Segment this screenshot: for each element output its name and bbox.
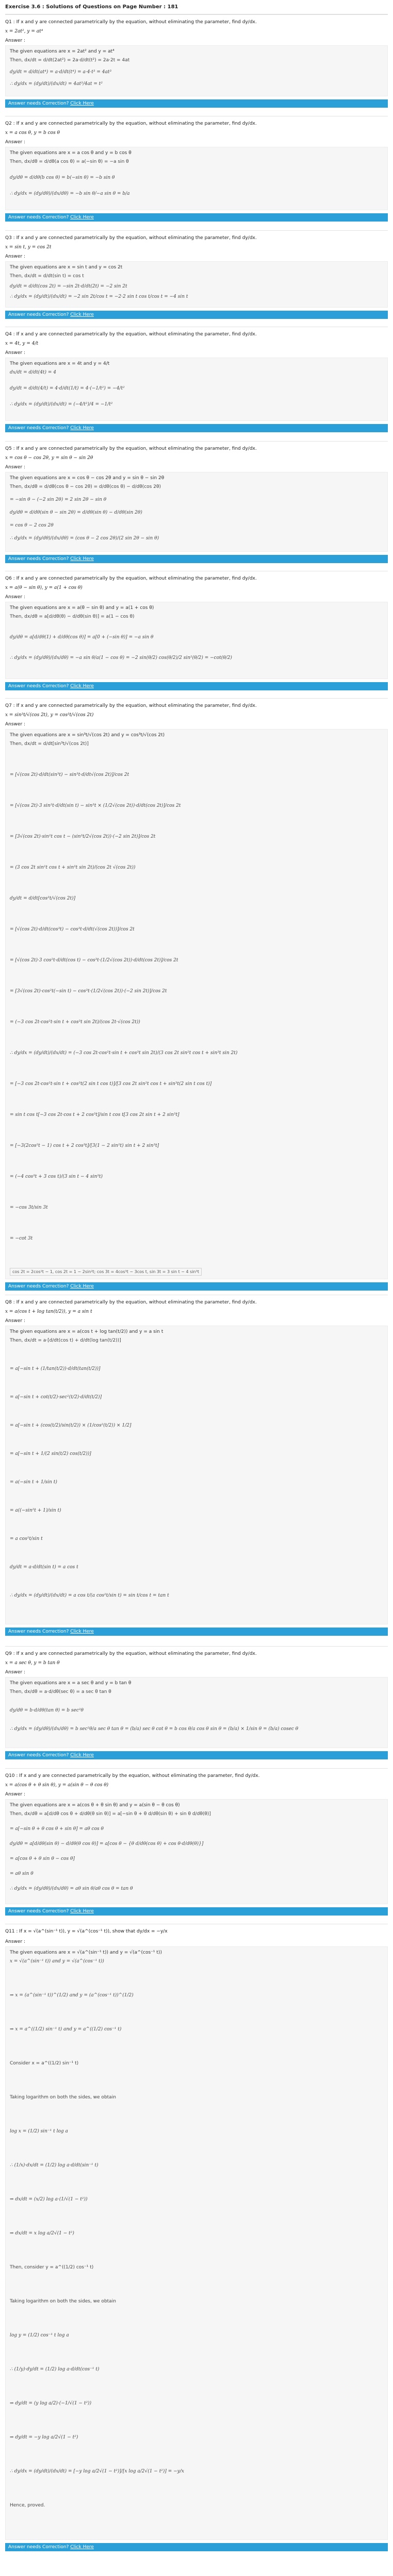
solution-step: ∴ dy/dx = (dy/dθ)/(dx/dθ) = aθ sin θ/aθ cos θ = tan θ (10, 1886, 133, 1891)
solution-step: Then, dx/dθ = a[d/dθ(θ) − d/dθ(sin θ)] = a(1 − cos θ) (10, 614, 135, 619)
answer-box (5, 1677, 388, 1748)
solution-step: ∴ dy/dx = (dy/dt)/(dx/dt) = −2 sin 2t/cos t = −2·2 sin t cos t/cos t = −4 sin t (10, 294, 188, 299)
solution-step: Taking logarithm on both the sides, we obtain (10, 2095, 116, 2100)
solution-step: = a[−sin θ + θ cos θ + sin θ] = aθ cos θ (10, 1826, 104, 1832)
question-block (5, 1295, 388, 1642)
solution-step: = −cot 3t (10, 1236, 33, 1241)
solution-step: dy/dθ = d/dθ(b cos θ) = b(−sin θ) = −b sin θ (10, 175, 115, 180)
question-block (5, 14, 388, 112)
correction-bar (5, 424, 388, 432)
solution-step: = a((−sin²t + 1)/sin t) (10, 1508, 61, 1513)
solution-step: ∴ (1/y)·dy/dt = (1/2) log a·d/dt(cos⁻¹ t) (10, 2367, 100, 2372)
solution-step: Then, dx/dθ = d/dθ(a cos θ) = a(−sin θ) = −a sin θ (10, 159, 129, 164)
correction-bar (5, 311, 388, 319)
solution-step: ⇒ x = (a^(sin⁻¹ t))^(1/2) and y = (a^(cos⁻¹ t))^(1/2) (10, 1993, 134, 1998)
question-equation: x = sin³t/√(cos 2t), y = cos³t/√(cos 2t) (5, 713, 94, 718)
solution-step: = a cos²t/sin t (10, 1536, 43, 1541)
solution-step: dy/dθ = b·d/dθ(tan θ) = b sec²θ (10, 1708, 84, 1713)
answer-label: Answer : (5, 595, 26, 600)
question-equation: x = 4t, y = 4/t (5, 341, 39, 346)
solution-step: Then, dx/dθ = d/dθ(cos θ − cos 2θ) = d/dθ(cos θ) − d/dθ(cos 2θ) (10, 484, 161, 489)
solution-step: = [3√(cos 2t)·cos²t(−sin t) − cos³t·(1/2√(cos 2t))·(−2 sin 2t)]/cos 2t (10, 989, 167, 994)
click-here-link[interactable]: Click Here (70, 1909, 94, 1914)
question-text: Q5 : If x and y are connected parametrically by the equation, without eliminating the parameter, find dy/dx. (5, 446, 257, 451)
solution-step: ∴ dy/dx = (dy/dθ)/(dx/dθ) = −a sin θ/a(1 − cos θ) = −2 sin(θ/2) cos(θ/2)/2 sin²(θ/2) = −cot(θ/2) (10, 655, 232, 660)
question-block (5, 116, 388, 226)
solution-page (5, 0, 388, 2567)
solution-step: = [3√(cos 2t)·sin²t cos t − (sin³t/2√(cos 2t))·(−2 sin 2t)]/cos 2t (10, 834, 156, 839)
question-equation: x = a(cos t + log tan(t/2)), y = a sin t (5, 1309, 92, 1314)
question-text: Q10 : If x and y are connected parametrically by the equation, without eliminating the parameter, find dy/dx. (5, 1773, 260, 1778)
solution-step: Then, dx/dθ = a·d/dθ(sec θ) = a sec θ tan θ (10, 1689, 111, 1694)
solution-step: dy/dt = d/dt(cos 2t) = −sin 2t·d/dt(2t) = −2 sin 2t (10, 284, 127, 289)
answer-intro: The given equations are x = 2at² and y = at⁴ (10, 49, 114, 54)
solution-step: Then, dx/dt = d/dt(sin t) = cos t (10, 274, 84, 279)
question-block (5, 1768, 388, 1920)
answer-label: Answer : (5, 1939, 26, 1944)
answer-box (5, 1799, 388, 1904)
answer-label: Answer : (5, 1318, 26, 1324)
solution-step: = −sin θ − (−2 sin 2θ) = 2 sin 2θ − sin θ (10, 497, 107, 502)
question-equation: x = 2at², y = at⁴ (5, 29, 43, 34)
click-here-link[interactable]: Click Here (70, 312, 94, 317)
solution-step: dy/dt = d/dt(4/t) = 4·d/dt(1/t) = 4·(−1/t²) = −4/t² (10, 386, 125, 391)
correction-bar (5, 2543, 388, 2551)
answer-intro: The given equations are x = a sec θ and y = b tan θ (10, 1681, 132, 1686)
question-block (5, 1924, 388, 2567)
correction-text: Answer needs Correction? (8, 684, 69, 689)
answer-box (5, 602, 388, 679)
question-text: Q3 : If x and y are connected parametrically by the equation, without eliminating the parameter, find dy/dx. (5, 235, 257, 241)
question-text: Q7 : If x and y are connected parametrically by the equation, without eliminating the parameter, find dy/dx. (5, 703, 257, 708)
solution-step: ⇒ x = a^((1/2) sin⁻¹ t) and y = a^((1/2) cos⁻¹ t) (10, 2027, 122, 2032)
page-title: Exercise 3.6 : Solutions of Questions on Page Number : 181 (5, 0, 388, 14)
solution-step: Then, dx/dθ = a[d/dθ cos θ + d/dθ(θ sin θ)] = a[−sin θ + θ d/dθ(sin θ) + sin θ d/dθ(θ)] (10, 1811, 211, 1817)
click-here-link[interactable]: Click Here (70, 1284, 94, 1289)
answer-box (5, 1946, 388, 2540)
question-block (5, 698, 388, 1291)
solution-step: = a[−sin t + cot(t/2)·sec²(t/2)·d/dt(t/2)] (10, 1395, 102, 1400)
answer-intro: The given equations are x = √(a^(sin⁻¹ t)) and y = √(a^(cos⁻¹ t)) (10, 1950, 162, 1955)
answer-label: Answer : (5, 722, 26, 727)
answer-label: Answer : (5, 254, 26, 259)
correction-bar (5, 1907, 388, 1916)
answer-label: Answer : (5, 1670, 26, 1675)
solution-step: Taking logarithm on both the sides, we obtain (10, 2299, 116, 2304)
question-text: Q11 : If x = √(a^(sin⁻¹ t)), y = √(a^(cos⁻¹ t)), show that dy/dx = −y/x (5, 1929, 168, 1934)
solution-step: ∴ dy/dx = (dy/dt)/(dx/dt) = [−y log a/2√(1 − t²)]/[x log a/2√(1 − t²)] = −y/x (10, 2469, 184, 2474)
solution-step: ∴ dy/dx = (dy/dt)/(dx/dt) = 4at³/4at = t² (10, 81, 103, 87)
answer-intro: The given equations are x = a(cos t + log tan(t/2)) and y = a sin t (10, 1329, 163, 1334)
question-equation: x = a(θ − sin θ), y = a(1 + cos θ) (5, 585, 83, 590)
solution-step: = (−3 cos 2t·cos²t·sin t + cos³t sin 2t)/(cos 2t·√(cos 2t)) (10, 1020, 140, 1025)
solution-step: Hence, proved. (10, 2503, 45, 2508)
solution-step: ⇒ dy/dt = −y log a/2√(1 − t²) (10, 2435, 78, 2440)
question-list (5, 14, 388, 2567)
solution-step: = [√(cos 2t)·3 cos²t·d/dt(cos t) − cos³t·(1/2√(cos 2t))·d/dt(cos 2t)]/cos 2t (10, 958, 178, 963)
correction-text: Answer needs Correction? (8, 312, 69, 317)
solution-step: ∴ (1/x)·dx/dt = (1/2) log a·d/dt(sin⁻¹ t) (10, 2163, 99, 2168)
correction-bar (5, 1628, 388, 1636)
solution-step: dy/dθ = a[d/dθ(1) + d/dθ(cos θ)] = a[0 + (−sin θ)] = −a sin θ (10, 635, 154, 640)
question-text: Q8 : If x and y are connected parametrically by the equation, without eliminating the parameter, find dy/dx. (5, 1300, 257, 1305)
answer-label: Answer : (5, 38, 26, 43)
correction-text: Answer needs Correction? (8, 1909, 69, 1914)
solution-step: = [−3(2cos²t − 1) cos t + 2 cos³t]/[3(1 − 2 sin²t) sin t + 2 sin³t] (10, 1143, 159, 1148)
correction-bar (5, 99, 388, 108)
correction-text: Answer needs Correction? (8, 2545, 69, 2550)
solution-step: dy/dt = d/dt[cos³t/√(cos 2t)] (10, 896, 76, 901)
question-equation: x = a sec θ, y = b tan θ (5, 1660, 60, 1666)
solution-step: = [−3 cos 2t·cos²t·sin t + cos³t(2 sin t cos t)]/[3 cos 2t sin²t cos t + sin³t(2 sin t cos t)] (10, 1081, 212, 1087)
click-here-link[interactable]: Click Here (70, 684, 94, 689)
question-text: Q9 : If x and y are connected parametrically by the equation, without eliminating the parameter, find dy/dx. (5, 1651, 257, 1656)
correction-text: Answer needs Correction? (8, 101, 69, 106)
solution-step: dy/dθ = a[d/dθ(sin θ) − d/dθ(θ cos θ)] = a[cos θ − {θ d/dθ(cos θ) + cos θ·d/dθ(θ)}] (10, 1841, 204, 1846)
question-block (5, 571, 388, 694)
click-here-link[interactable]: Click Here (70, 101, 94, 106)
answer-box (5, 472, 388, 552)
correction-text: Answer needs Correction? (8, 1753, 69, 1758)
solution-step: Then, consider y = a^((1/2) cos⁻¹ t) (10, 2265, 94, 2270)
correction-text: Answer needs Correction? (8, 215, 69, 220)
answer-box (5, 729, 388, 1279)
correction-bar (5, 682, 388, 690)
solution-step: ∴ dy/dx = (dy/dθ)/(dx/dθ) = b sec²θ/a sec θ tan θ = (b/a) sec θ cot θ = b cos θ/a cos θ sin θ = (b/a) × 1/sin θ = (b/a) cosec θ (10, 1726, 299, 1732)
question-equation: x = sin t, y = cos 2t (5, 245, 52, 250)
solution-step: = sin t cos t[−3 cos 2t·cos t + 2 cos³t]/sin t cos t[3 cos 2t sin t + 2 sin³t] (10, 1112, 179, 1117)
solution-step: = (3 cos 2t sin²t cos t + sin³t sin 2t)/(cos 2t √(cos 2t)) (10, 865, 136, 870)
click-here-link[interactable]: Click Here (70, 1629, 94, 1634)
solution-step: ∴ dy/dx = (dy/dθ)/(dx/dθ) = −b sin θ/−a sin θ = b/a (10, 191, 130, 196)
answer-intro: The given equations are x = sin³t/√(cos 2t) and y = cos³t/√(cos 2t) (10, 733, 165, 738)
answer-label: Answer : (5, 1792, 26, 1797)
solution-step: ∴ dy/dx = (dy/dt)/(dx/dt) = (−3 cos 2t·cos²t·sin t + cos³t sin 2t)/(3 cos 2t sin²t cos t + sin³t sin 2t) (10, 1050, 238, 1056)
answer-label: Answer : (5, 465, 26, 470)
correction-text: Answer needs Correction? (8, 426, 69, 431)
solution-step: Consider x = a^((1/2) sin⁻¹ t) (10, 2061, 79, 2066)
solution-step: = a(−sin t + 1/sin t) (10, 1480, 57, 1485)
question-text: Q2 : If x and y are connected parametrically by the equation, without eliminating the parameter, find dy/dx. (5, 121, 257, 126)
answer-box (5, 261, 388, 308)
solution-step: Then, dx/dt = d/dt[sin³t/√(cos 2t)] (10, 741, 89, 747)
solution-step: ∴ dy/dx = (dy/dt)/(dx/dt) = (−4/t²)/4 = −1/t² (10, 402, 113, 407)
click-here-link[interactable]: Click Here (70, 1753, 94, 1758)
solution-step: = −cos 3t/sin 3t (10, 1205, 48, 1210)
solution-step: = cos θ − 2 cos 2θ (10, 523, 54, 528)
click-here-link[interactable]: Click Here (70, 215, 94, 220)
answer-label: Answer : (5, 140, 26, 145)
solution-step: = a[−sin t + (1/tan(t/2))·d/dt(tan(t/2))] (10, 1366, 101, 1371)
question-text: Q1 : If x and y are connected parametrically by the equation, without eliminating the parameter, find dy/dx. (5, 20, 257, 25)
solution-step: = (−4 cos³t + 3 cos t)/(3 sin t − 4 sin³t) (10, 1174, 103, 1179)
answer-box (5, 1326, 388, 1624)
solution-step: log y = (1/2) cos⁻¹ t log a (10, 2333, 69, 2338)
question-equation: x = a cos θ, y = b cos θ (5, 130, 60, 135)
solution-step: dy/dt = a·d/dt(sin t) = a cos t (10, 1565, 78, 1570)
question-block (5, 230, 388, 323)
question-text: Q4 : If x and y are connected parametrically by the equation, without eliminating the parameter, find dy/dx. (5, 332, 257, 337)
answer-intro: The given equations are x = 4t and y = 4/t (10, 361, 110, 366)
solution-step: ∴ dy/dx = (dy/dt)/(dx/dt) = a cos t/(a cos²t/sin t) = sin t/cos t = tan t (10, 1593, 169, 1598)
solution-step: Then, dx/dt = a·[d/dt(cos t) + d/dt(log tan(t/2))] (10, 1338, 121, 1343)
question-text: Q6 : If x and y are connected parametrically by the equation, without eliminating the parameter, find dy/dx. (5, 576, 257, 581)
solution-step: dy/dt = d/dt(at⁴) = a·d/dt(t⁴) = a·4·t³ = 4at³ (10, 70, 112, 75)
solution-step: x = √(a^(sin⁻¹ t)) and y = √(a^(cos⁻¹ t)) (10, 1959, 104, 1964)
answer-intro: The given equations are x = a(θ − sin θ) and y = a(1 + cos θ) (10, 605, 154, 611)
answer-intro: The given equations are x = a(cos θ + θ sin θ) and y = a(sin θ − θ cos θ) (10, 1803, 180, 1808)
solution-step: = [√(cos 2t)·d/dt(sin³t) − sin³t·d/dt√(cos 2t)]/cos 2t (10, 772, 129, 777)
answer-intro: The given equations are x = cos θ − cos 2θ and y = sin θ − sin 2θ (10, 476, 165, 481)
correction-text: Answer needs Correction? (8, 556, 69, 562)
answer-box (5, 358, 388, 421)
question-block (5, 441, 388, 567)
solution-step: ⇒ dx/dt = x log a/2√(1 − t²) (10, 2231, 74, 2236)
correction-bar (5, 1751, 388, 1759)
solution-step: ⇒ dy/dt = (y log a/2)·(−1/√(1 − t²)) (10, 2401, 92, 2406)
solution-step: Then, dx/dt = d/dt(2at²) = 2a·d/dt(t²) = 2a·2t = 4at (10, 58, 130, 63)
question-block (5, 1646, 388, 1764)
question-equation: x = a(cos θ + θ sin θ), y = a(sin θ − θ cos θ) (5, 1783, 109, 1788)
answer-box (5, 45, 388, 96)
correction-text: Answer needs Correction? (8, 1629, 69, 1634)
click-here-link[interactable]: Click Here (70, 2545, 94, 2550)
solution-step: ⇒ dx/dt = (x/2) log a·(1/√(1 − t²)) (10, 2197, 88, 2202)
click-here-link[interactable]: Click Here (70, 556, 94, 562)
question-equation: x = cos θ − cos 2θ, y = sin θ − sin 2θ (5, 455, 93, 461)
correction-bar (5, 1282, 388, 1291)
identity-note: cos 2t = 2cos²t − 1, cos 2t = 1 − 2sin²t; cos 3t = 4cos³t − 3cos t, sin 3t = 3 sin t − 4 sin³t (10, 1268, 202, 1276)
answer-intro: The given equations are x = sin t and y = cos 2t (10, 265, 123, 270)
solution-step: ∴ dy/dx = (dy/dθ)/(dx/dθ) = (cos θ − 2 cos 2θ)/(2 sin 2θ − sin θ) (10, 536, 159, 541)
question-block (5, 327, 388, 437)
solution-step: = a[cos θ + θ sin θ − cos θ] (10, 1856, 75, 1861)
solution-step: = a[−sin t + (cos(t/2)/sin(t/2)) × (1/cos²(t/2)) × 1/2] (10, 1423, 132, 1428)
correction-bar (5, 213, 388, 222)
click-here-link[interactable]: Click Here (70, 426, 94, 431)
correction-text: Answer needs Correction? (8, 1284, 69, 1289)
solution-step: dx/dt = d/dt(4t) = 4 (10, 370, 57, 375)
solution-step: log x = (1/2) sin⁻¹ t log a (10, 2129, 68, 2134)
correction-bar (5, 555, 388, 563)
solution-step: = [√(cos 2t)·d/dt(cos³t) − cos³t·d/dt(√(cos 2t))]/cos 2t (10, 927, 135, 932)
answer-label: Answer : (5, 350, 26, 355)
solution-step: = [√(cos 2t)·3 sin²t·d/dt(sin t) − sin³t × (1/2√(cos 2t))·d/dt(cos 2t)]/cos 2t (10, 803, 181, 808)
answer-box (5, 147, 388, 210)
solution-step: = a[−sin t + 1/(2 sin(t/2) cos(t/2))] (10, 1451, 91, 1456)
answer-intro: The given equations are x = a cos θ and y = b cos θ (10, 150, 132, 156)
solution-step: = aθ sin θ (10, 1871, 34, 1876)
solution-step: dy/dθ = d/dθ(sin θ − sin 2θ) = d/dθ(sin θ) − d/dθ(sin 2θ) (10, 510, 142, 515)
